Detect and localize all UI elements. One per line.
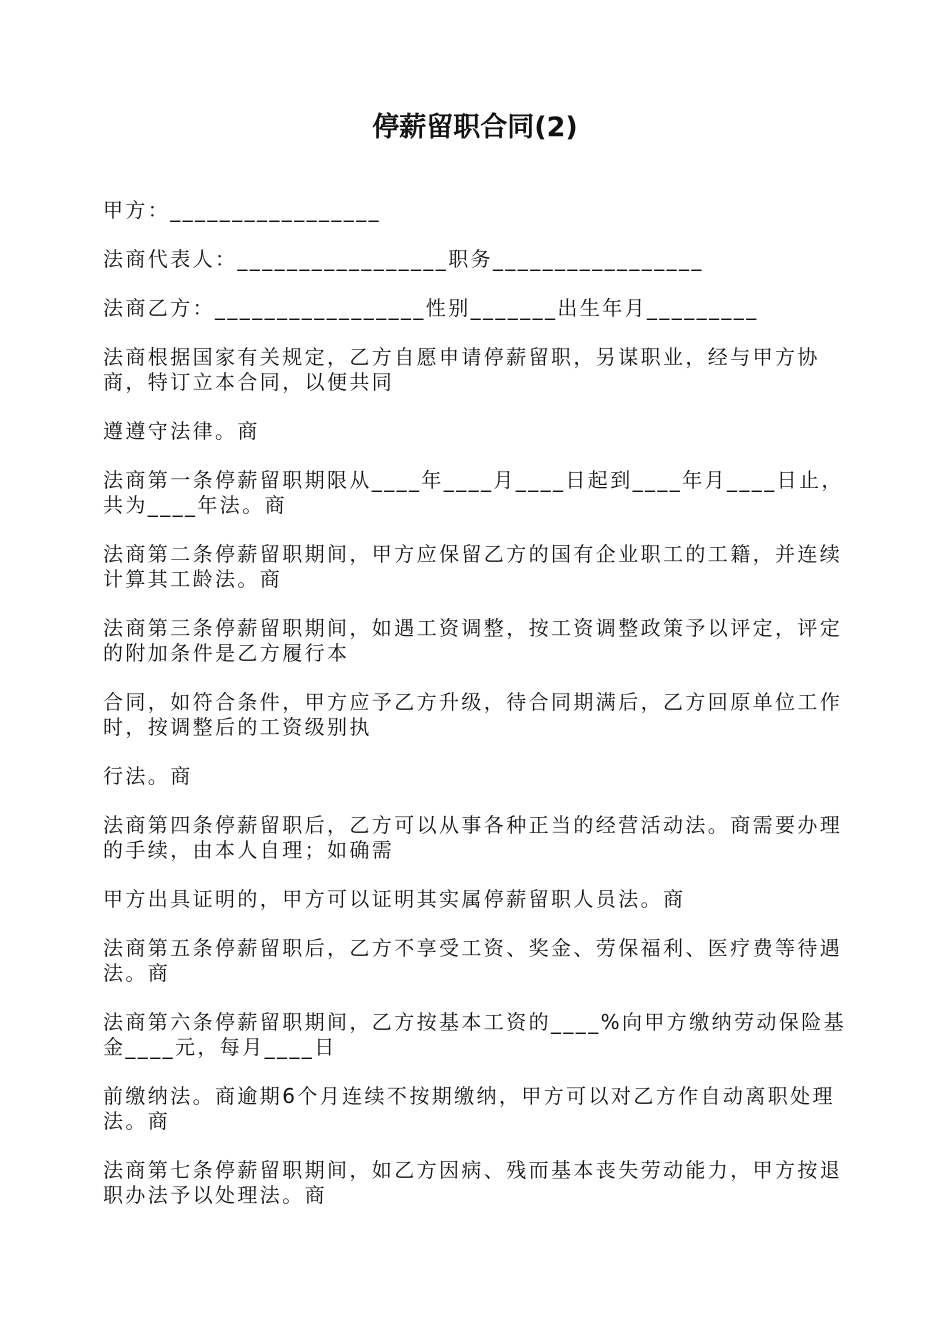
preamble-continuation: 遵遵守法律。商: [103, 419, 260, 443]
legal-representative-line: 法商代表人：_________________职务_________________: [103, 247, 704, 271]
article-7: 法商第七条停薪留职期间，如乙方因病、残而基本丧失劳动能力，甲方按退职办法予以处理法。商: [103, 1158, 843, 1207]
party-a-line: 甲方：_________________: [103, 198, 381, 222]
document-body: [103, 198, 863, 1232]
party-b-line: 法商乙方：_________________性别_______出生年月_________: [103, 296, 759, 320]
article-4: 法商第四条停薪留职后，乙方可以从事各种正当的经营活动法。商需要办理的手续，由本人自理；如确需: [103, 813, 843, 862]
preamble-paragraph: 法商根据国家有关规定，乙方自愿申请停薪留职，另谋职业，经与甲方协商，特订立本合同，以便共同: [103, 345, 820, 394]
article-3: 法商第三条停薪留职期间，如遇工资调整，按工资调整政策予以评定，评定的附加条件是乙方履行本: [103, 616, 843, 665]
article-6: 法商第六条停薪留职期间，乙方按基本工资的____%向甲方缴纳劳动保险基金____元，每月____日: [103, 1010, 847, 1059]
document-title: 停薪留职合同(2): [372, 112, 578, 143]
article-4-continuation: 甲方出具证明的，甲方可以证明其实属停薪留职人员法。商: [103, 887, 686, 911]
article-5: 法商第五条停薪留职后，乙方不享受工资、奖金、劳保福利、医疗费等待遇法。商: [103, 936, 843, 985]
article-3-end: 行法。商: [103, 764, 193, 788]
article-6-continuation: 前缴纳法。商逾期6个月连续不按期缴纳，甲方可以对乙方作自动离职处理法。商: [103, 1084, 835, 1133]
article-1: 法商第一条停薪留职期限从____年____月____日起到____年月____日止，共为____年法。商: [103, 468, 844, 517]
article-3-continuation: 合同，如符合条件，甲方应予乙方升级，待合同期满后，乙方回原单位工作时，按调整后的工资级别执: [103, 690, 843, 739]
article-2: 法商第二条停薪留职期间，甲方应保留乙方的国有企业职工的工籍，并连续计算其工龄法。商: [103, 542, 843, 591]
